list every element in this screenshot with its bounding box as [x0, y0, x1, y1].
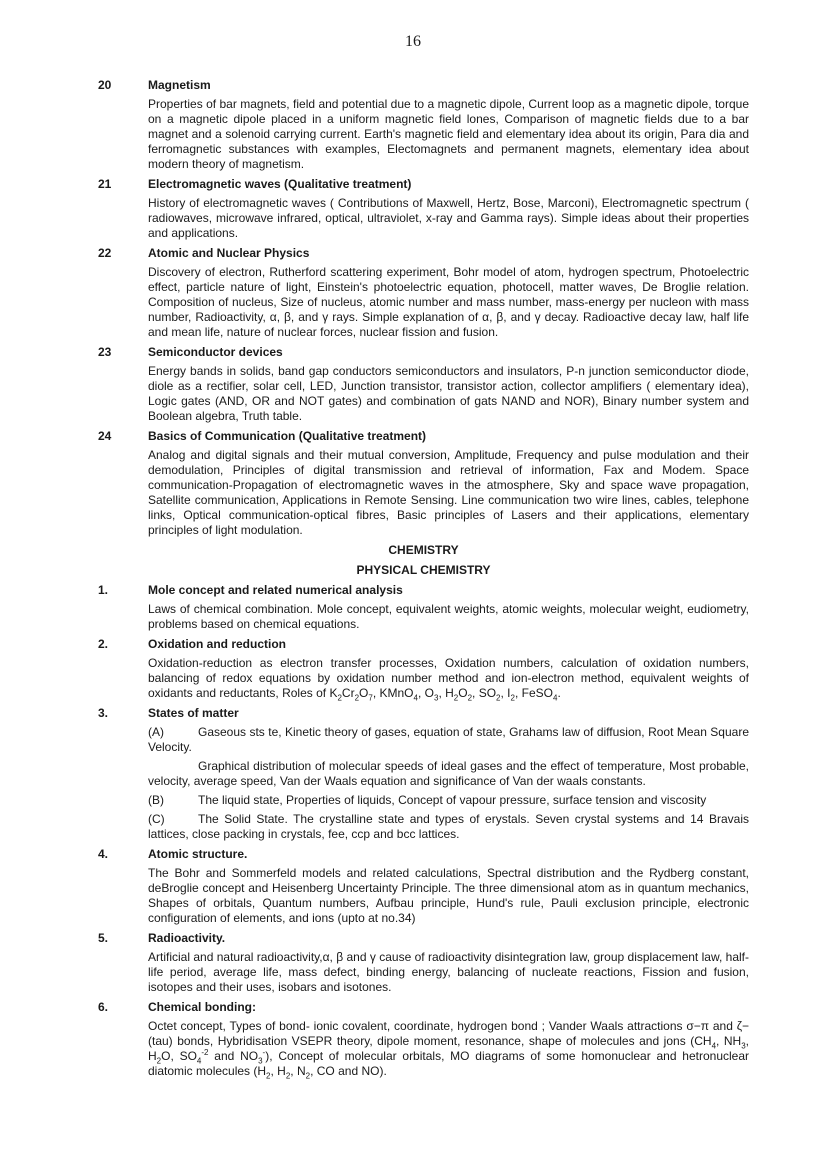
subsection-label: (B)	[148, 793, 164, 807]
topic-heading	[98, 637, 749, 652]
topic-body: Analog and digital signals and their mutual conversion, Amplitude, Frequency and pulse modulation and their demodulation, Principles of digital transmission and retrieval of information, Fax and Modem. Space communication-Propagation of electromagnetic waves in the atmosphere, Sky and space wave propagation, Satellite communication, Applications in Remote Sensing. Line communication two wire lines, cables, telephone links, Optical communication-optical fibres, Basic principles of Lasers and their applications, elementary principles of light modulation.	[148, 448, 749, 537]
topic-body: Properties of bar magnets, field and potential due to a magnetic dipole, Current loop as a magnetic dipole, torque on a magnetic dipole placed in a uniform magnetic field lones, Comparison of magnetic fields due to a bar magnet and a solenoid carrying current. Earth's magnetic field and elementary idea about its origin, Para dia and ferromagnetic substances with examples, Electomagnets and permanent magnets, elementary idea about modern theory of magnetism.	[148, 97, 749, 171]
topic-title: Oxidation and reduction	[148, 637, 287, 651]
topic-title: Electromagnetic waves (Qualitative treatment)	[148, 177, 412, 191]
subsection-text: Gaseous sts te, Kinetic theory of gases, equation of state, Grahams law of diffusion, Root Mean Square Velocity.	[148, 725, 749, 754]
topic-number: 24	[98, 429, 112, 443]
subsection-b	[148, 793, 749, 808]
topic-heading	[98, 931, 749, 946]
topic-body: The Bohr and Sommerfeld models and related calculations, Spectral distribution and the Rydberg constant, deBroglie concept and Heisenberg Uncertainty Principle. The three dimensional atom as in quantum mechanics, Shapes of orbitals, Quantum numbers, Aufbau principle, Hund's rule, Pauli exclusion principle, electronic configuration of elements, and ions (upto at no.34)	[148, 866, 749, 925]
topic-number: 4.	[98, 847, 109, 861]
subsection-c	[148, 812, 749, 842]
syllabus-content	[98, 78, 749, 1079]
topic-number: 20	[98, 78, 112, 92]
subsection-label: (A)	[148, 725, 164, 739]
topic-number: 2.	[98, 637, 109, 651]
section-heading-chemistry: CHEMISTRY	[388, 543, 459, 557]
topic-number: 22	[98, 246, 112, 260]
subsection-a-continued: Graphical distribution of molecular speeds of ideal gases and the effect of temperature, Most probable, velocity, average speed, Van der Waals equation and significance of Van der waals constants.	[148, 759, 749, 788]
topic-title: States of matter	[148, 706, 239, 720]
topic-title: Atomic structure.	[148, 847, 248, 861]
topic-body: Artificial and natural radioactivity,α, β and γ cause of radioactivity disintegration law, group displacement law, half-life period, average life, mass defect, binding energy, balancing of nucleate reactions, Fission and fusion, isotopes and their uses, isobars and isotones.	[148, 950, 749, 994]
topic-title: Basics of Communication (Qualitative treatment)	[148, 429, 427, 443]
topic-heading	[98, 246, 749, 261]
topic-title: Semiconductor devices	[148, 345, 283, 359]
topic-number: 6.	[98, 1000, 109, 1014]
topic-number: 1.	[98, 583, 109, 597]
topic-number: 23	[98, 345, 112, 359]
topic-body: History of electromagnetic waves ( Contributions of Maxwell, Hertz, Bose, Marconi), Electromagnetic spectrum ( radiowaves, microwave infrared, optical, ultraviolet, x-ray and Gamma rays). Simple ideas about their properties and applications.	[148, 196, 749, 240]
topic-body: Energy bands in solids, band gap conductors semiconductors and insulators, P-n junction semiconductor diode, diole as a rectifier, solar cell, LED, Junction transistor, transistor action, collector amplifiers ( elementary idea), Logic gates (AND, OR and NOT gates) and combination of gats NAND and NOR), Binary number system and Boolean algebra, Truth table.	[148, 364, 749, 423]
topic-body: Octet concept, Types of bond- ionic covalent, coordinate, hydrogen bond ; Vander Waals attractions σ−π and ζ− (tau) bonds, Hybridisation VSEPR theory, dipole moment, resonance, shape of molecules and jons ($CH_4$, $NH_3$, $H_2O$, $SO_4^{-2}$ and $NO_3^-$), Concept of molecular orbitals, MO diagrams of some homonuclear and hetronuclear diatomic molecules ($H_2$, $H_2$, $N_2$, CO and NO).	[148, 1019, 750, 1081]
topic-heading	[98, 429, 749, 444]
topic-heading	[98, 177, 749, 192]
subsection-text: The liquid state, Properties of liquids, Concept of vapour pressure, surface tension and viscosity	[198, 793, 707, 807]
topic-title: Chemical bonding:	[148, 1000, 256, 1014]
topic-heading	[98, 78, 749, 93]
topic-number: 21	[98, 177, 112, 191]
section-heading-physical-chemistry: PHYSICAL CHEMISTRY	[356, 563, 491, 577]
topic-number: 3.	[98, 706, 109, 720]
topic-title: Atomic and Nuclear Physics	[148, 246, 310, 260]
subsection-text: The Solid State. The crystalline state and types of erystals. Seven crystal systems and 14 Bravais lattices, close packing in crystals, fee, ccp and bcc lattices.	[148, 812, 749, 841]
subsection-label: (C)	[148, 812, 165, 826]
topic-body: Discovery of electron, Rutherford scattering experiment, Bohr model of atom, hydrogen spectrum, Photoelectric effect, particle nature of light, Einstein's photoelectric equation, photocell, matter waves, De Broglie relation. Composition of nucleus, Size of nucleus, atomic number and mass number, mass-energy per nucleon with mass number, Radioactivity, α, β, and γ rays. Simple explanation of α, β, and γ decay. Radioactive decay law, half life and mean life, nature of nuclear forces, nuclear fission and fusion.	[148, 265, 749, 339]
topic-body: Oxidation-reduction as electron transfer processes, Oxidation numbers, calculation of oxidation numbers, balancing of redox equations by oxidation number method and ion-electron method, equivalent weights of oxidants and reductants, Roles of $K_2Cr_2O_7$, KMnO$_4$, $O_3$, $H_2O_2$, $SO_2$, $I_2$, FeSO$_4$.	[148, 656, 749, 703]
topic-heading	[98, 706, 749, 721]
subsection-a	[148, 725, 749, 755]
topic-body: Laws of chemical combination. Mole concept, equivalent weights, atomic weights, molecular weight, eudiometry, problems based on chemical equations.	[148, 602, 749, 631]
topic-number: 5.	[98, 931, 109, 945]
topic-heading	[98, 847, 749, 862]
topic-title: Magnetism	[148, 78, 211, 92]
page-number: 16	[405, 33, 421, 50]
topic-heading	[98, 1000, 749, 1015]
topic-title: Radioactivity.	[148, 931, 226, 945]
topic-heading	[98, 583, 749, 598]
topic-heading	[98, 345, 749, 360]
topic-title: Mole concept and related numerical analysis	[148, 583, 403, 597]
